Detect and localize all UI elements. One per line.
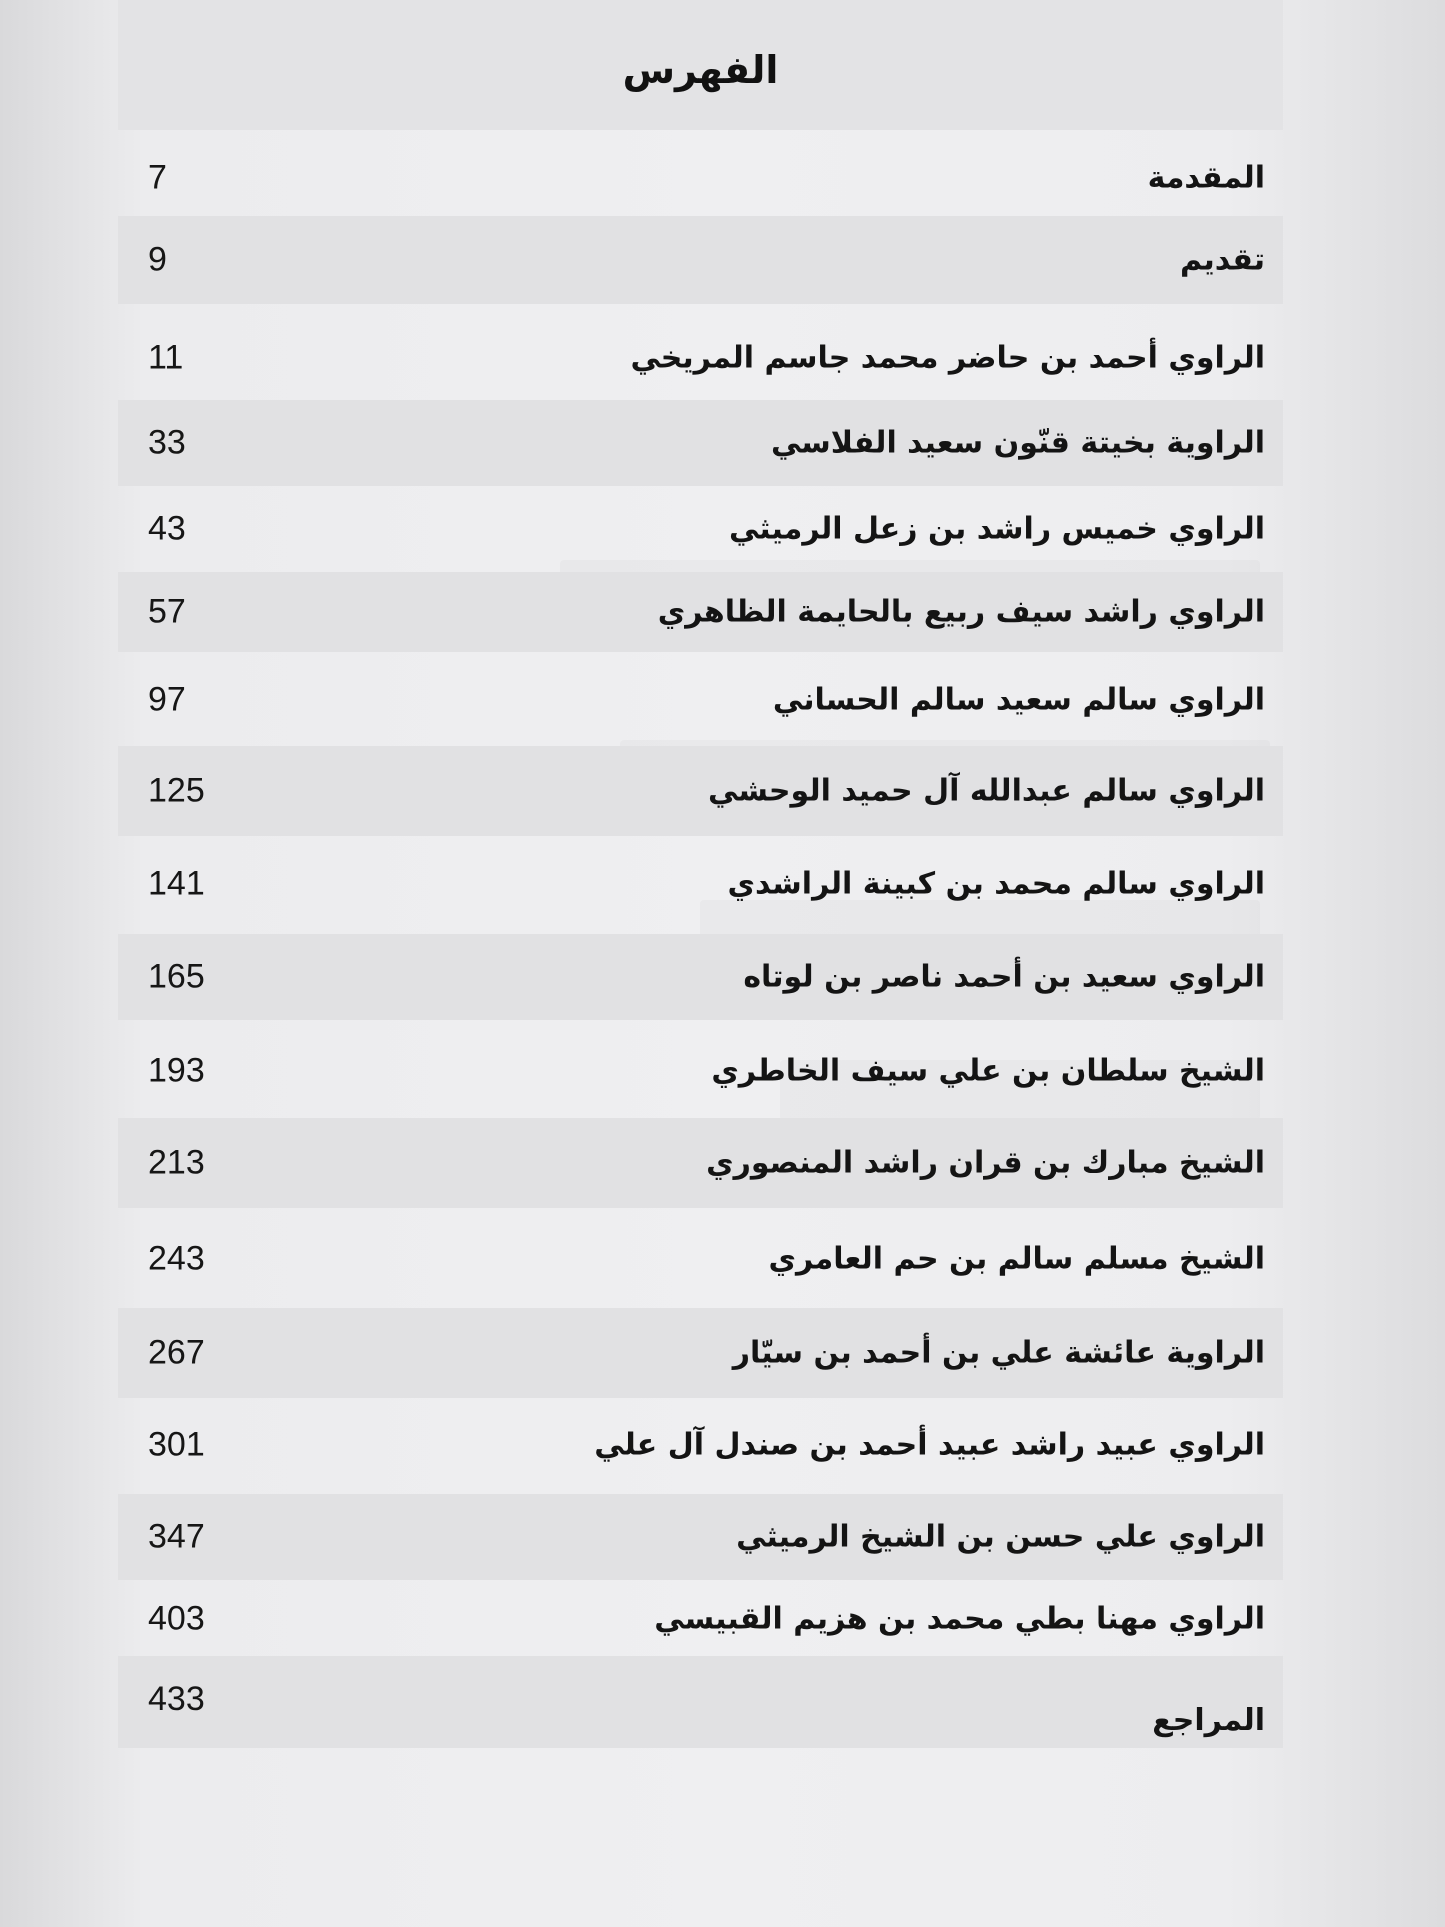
toc-entry-title: الراوي خميس راشد بن زعل الرميثي (728, 511, 1265, 547)
toc-entry-page: 43 (148, 509, 186, 548)
toc-entry-page: 267 (148, 1333, 205, 1372)
toc-entry-page: 97 (148, 680, 186, 719)
toc-entry-title: الراوي عبيد راشد عبيد أحمد بن صندل آل علي (594, 1427, 1265, 1463)
toc-entry (118, 490, 1283, 568)
toc-entry-title: الراوي راشد سيف ربيع بالحايمة الظاهري (657, 594, 1265, 630)
toc-entry-title: الراوي سالم محمد بن كبينة الراشدي (727, 866, 1265, 902)
toc-entry-page: 433 (148, 1680, 205, 1718)
toc-entry-title: الشيخ سلطان بن علي سيف الخاطري (711, 1053, 1265, 1089)
toc-entry-page: 213 (148, 1143, 205, 1182)
toc-entry-title: الراوي أحمد بن حاضر محمد جاسم المريخي (630, 340, 1265, 376)
toc-entry-page: 125 (148, 771, 205, 810)
toc-entry (118, 934, 1283, 1020)
toc-entry-title: الراوية بخيتة قنّون سعيد الفلاسي (770, 425, 1265, 461)
toc-entry-title: الشيخ مبارك بن قران راشد المنصوري (706, 1145, 1265, 1181)
toc-entry-page: 301 (148, 1425, 205, 1464)
toc-entry (118, 1404, 1283, 1486)
toc-entry-title: المقدمة (1147, 160, 1265, 196)
toc-entry (118, 142, 1283, 214)
toc-entry (118, 1118, 1283, 1208)
toc-entry-title: تقديم (1180, 242, 1265, 278)
toc-entry-title: الشيخ مسلم سالم بن حم العامري (768, 1241, 1265, 1277)
toc-entry-title: الراوي مهنا بطي محمد بن هزيم القبيسي (654, 1601, 1265, 1637)
toc-entry-title: الراوي علي حسن بن الشيخ الرميثي (736, 1519, 1265, 1555)
toc-entry (118, 572, 1283, 652)
page-title: الفهرس (622, 48, 779, 92)
toc-entry-page: 11 (148, 338, 184, 377)
toc-entry (118, 400, 1283, 486)
toc-entry (118, 1030, 1283, 1112)
toc-entry-page: 141 (148, 864, 205, 903)
toc-entry-title: الراوي سالم عبدالله آل حميد الوحشي (708, 773, 1265, 809)
toc-entry-page: 347 (148, 1517, 205, 1556)
toc-entry (118, 1494, 1283, 1580)
toc-entry-page: 9 (148, 240, 167, 279)
toc-entry (118, 844, 1283, 924)
toc-entry (118, 1656, 1283, 1748)
toc-entry (118, 746, 1283, 836)
toc-entry-title: الراوي سعيد بن أحمد ناصر بن لوتاه (743, 959, 1265, 995)
toc-entry-title: الراوية عائشة علي بن أحمد بن سيّار (732, 1335, 1265, 1371)
toc-entry-page: 243 (148, 1239, 205, 1278)
toc-entry-title: المراجع (1152, 1703, 1265, 1738)
toc-entry-page: 57 (148, 592, 186, 631)
toc-entry (118, 1308, 1283, 1398)
toc-entry (118, 1578, 1283, 1660)
toc-entry (118, 1220, 1283, 1298)
toc-entry-page: 33 (148, 423, 186, 462)
toc-entry-page: 193 (148, 1051, 205, 1090)
toc-entry-page: 403 (148, 1599, 205, 1638)
toc-entry-page: 165 (148, 957, 205, 996)
toc-entry (118, 660, 1283, 740)
toc-entry (118, 216, 1283, 304)
toc-entry (118, 318, 1283, 398)
toc-entry-title: الراوي سالم سعيد سالم الحساني (772, 682, 1265, 718)
toc-entry-page: 7 (148, 158, 167, 197)
